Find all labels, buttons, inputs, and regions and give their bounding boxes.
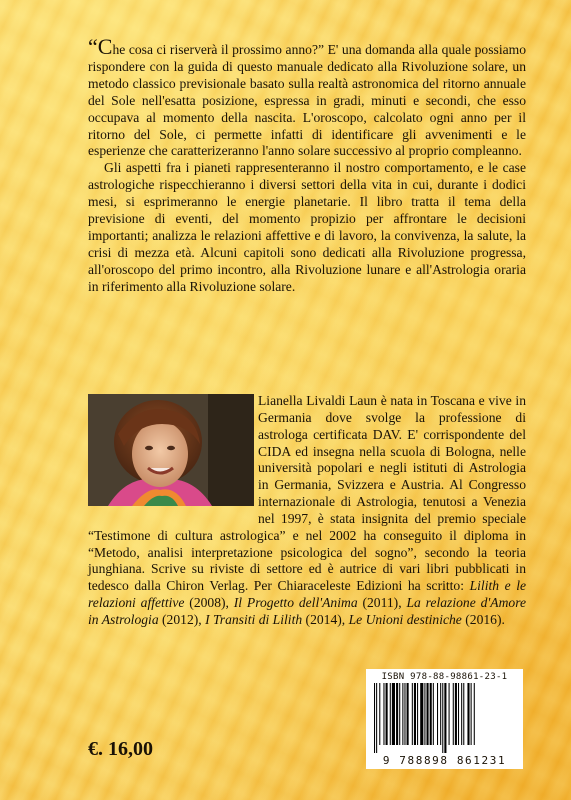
barcode-bar	[471, 683, 472, 745]
barcode-bar	[455, 683, 457, 745]
barcode-bars	[372, 683, 517, 753]
barcode-bar	[449, 683, 450, 745]
barcode-bar	[383, 683, 384, 745]
opening-quote-initial: “C	[88, 34, 113, 59]
photo-spacer	[88, 393, 258, 511]
author-bio	[88, 393, 526, 629]
barcode-bar	[407, 683, 409, 745]
book-year: (2012),	[158, 611, 206, 627]
blurb-paragraph-1-text: he cosa ci riserverà il prossimo anno?” E' una domanda alla quale possiamo rispondere con la guida di questo manuale dedicato alla Rivoluzione solare, un metodo classico previsionale basato sulla realtà astronomica del ritorno annuale del Sole nell'esatta posizione, espressa in gradi, minuti e secondi, che esso occupava al momento della nascita. L'oroscopo, calcolato ogni anno per il ritorno del Sole, ci permette infatti di identificare gli avvenimenti e le esperienze che caratterizeranno l'anno solare successivo al proprio compleanno.	[88, 42, 526, 159]
book-title: I Transiti di Lilith	[205, 611, 303, 627]
barcode-bar	[374, 683, 375, 753]
price-label: €. 16,00	[88, 738, 153, 760]
barcode-bar	[399, 683, 400, 745]
book-year: (2011),	[357, 595, 407, 611]
book-title: Le Unioni destiniche	[348, 611, 462, 627]
barcode-bar	[440, 683, 441, 745]
isbn-label: ISBN 978-88-98861-23-1	[381, 672, 508, 682]
barcode-bar	[379, 683, 380, 745]
barcode-bar	[463, 683, 464, 745]
barcode-bar	[461, 683, 462, 745]
barcode-bar	[376, 683, 377, 753]
barcode-bar	[404, 683, 405, 745]
author-bio-text: Lianella Livaldi Laun è nata in Toscana e vive in Germania dove svolge la professione di astrologa certificata DAV. E' corrispondente del CIDA ed insegna nella scuola di Bologna, nelle università popolari e negli istituti di Astrologia in Germania, Svizzera e Austria. Al Congresso internazionale di Astrologia, tenutosi a Venezia nel 1997, è stata insignita del premio speciale “Testimone di cultura astrologica” e nel 2002 ha conseguito il diploma in “Metodo, analisi interpretazione psicologica del sogno”, secondo la teoria junghiana. Scrive su riviste di settore ed è autrice di vari libri pubblicati in tedesco dalla Chiron Verlag. Per Chiaraceleste Edizioni ha scritto:	[88, 393, 526, 594]
barcode-bar	[392, 683, 395, 745]
ean-number: 9 788898 861231	[382, 754, 507, 767]
barcode-bar	[396, 683, 398, 745]
barcode-bar	[474, 683, 475, 745]
blurb-paragraph-1	[88, 34, 526, 160]
barcode-bar	[424, 683, 425, 745]
book-title: La relazione d'Amore in Astrologia	[88, 595, 527, 627]
barcode-bar	[467, 683, 469, 745]
barcode-bar	[444, 683, 446, 753]
book-year: (2008),	[184, 595, 234, 611]
blurb-paragraph-2: Gli aspetti fra i pianeti rappresenteranno il nostro comportamento, e le case astrologiche rispecchieranno i diversi settori della vita in cui, durante i dodici mesi, si esprimeranno le energie planetarie. Il libro tratta il tema della previsione di eventi, del momento propizio per affrontare le decisioni importanti; analizza le relazioni affettive e di lavoro, la convivenza, la salute, la crisi di mezza età. Alcuni capitoli sono dedicati alla Rivoluzione progressa, all'oroscopo del primo incontro, alla Rivoluzione lunare e all'Astrologia oraria in riferimento alla Rivoluzione solare.	[88, 160, 526, 294]
barcode-bar	[386, 683, 388, 745]
book-title: Lilith e le relazioni affettive	[88, 578, 527, 611]
barcode-bar	[442, 683, 443, 753]
barcode-bar	[430, 683, 432, 745]
barcode-bar	[433, 683, 434, 745]
book-year: (2014),	[302, 611, 349, 627]
barcode-bar	[458, 683, 459, 745]
book-year: (2016).	[461, 611, 505, 627]
barcode-bar	[412, 683, 413, 745]
barcode-bar	[402, 683, 403, 745]
barcode-bar	[420, 683, 423, 745]
barcode-bar	[427, 683, 429, 745]
barcode-bar	[437, 683, 438, 745]
barcode-bar	[453, 683, 454, 745]
barcode-bar	[390, 683, 391, 745]
barcode-bar	[414, 683, 416, 745]
isbn-barcode	[366, 669, 523, 769]
book-blurb	[88, 34, 526, 296]
barcode-bar	[417, 683, 418, 745]
book-title: Il Progetto dell'Anima	[233, 595, 358, 611]
